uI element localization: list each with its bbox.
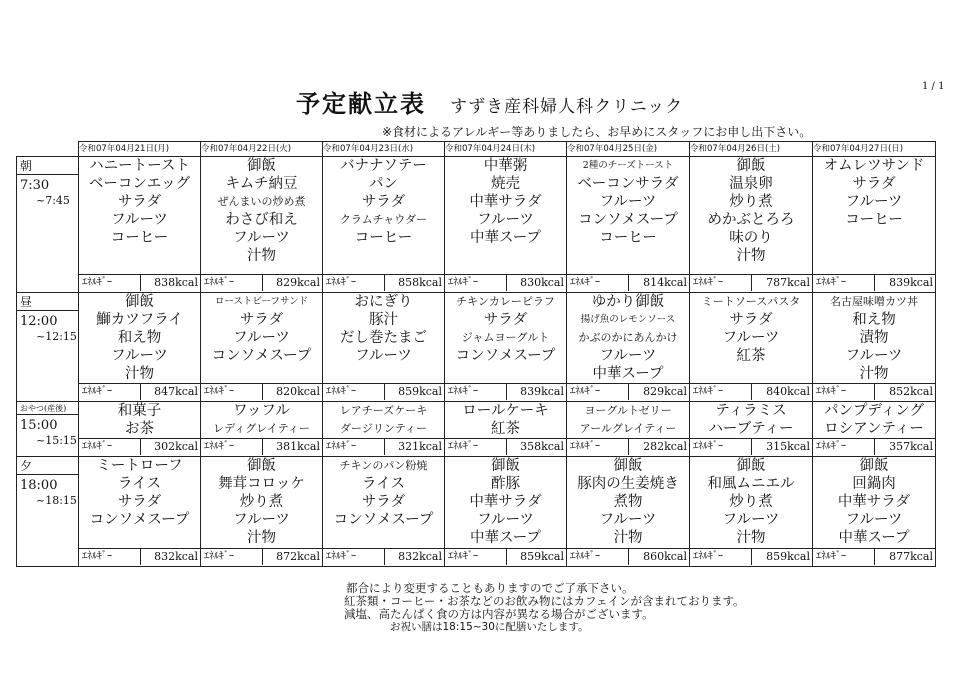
energy-cell xyxy=(445,439,567,457)
menu-cell xyxy=(567,457,690,549)
menu-item: 汁物 xyxy=(247,530,276,546)
menu-cell xyxy=(323,402,445,439)
menu-item: 味のり xyxy=(729,230,773,246)
meal-name: おやつ(産後) xyxy=(17,404,78,415)
energy-cell xyxy=(813,549,936,567)
energy-label: ｴﾈﾙｷﾞｰ xyxy=(201,384,263,400)
menu-cell xyxy=(567,293,690,384)
menu-item: フルーツ xyxy=(233,230,290,246)
menu-item: チキンカレーピラフ xyxy=(456,295,555,308)
footer-note: 紅茶類・コーヒー・お茶などのお飲み物にはカフェインが含まれております。 xyxy=(344,594,745,608)
menu-item: ハニートースト xyxy=(89,158,190,174)
menu-item: キムチ納豆 xyxy=(225,176,298,192)
meal-time: 15:00 xyxy=(20,418,58,433)
energy-cell xyxy=(201,549,323,567)
menu-item: フルーツ xyxy=(233,512,290,528)
energy-value: 832kcal xyxy=(154,550,198,563)
menu-item: フルーツ xyxy=(722,512,780,528)
energy-label: ｴﾈﾙｷﾞｰ xyxy=(445,275,507,291)
page-title: 予定献立表 xyxy=(296,90,426,118)
energy-value: 820kcal xyxy=(276,385,320,398)
menu-item: バナナソテー xyxy=(340,158,427,174)
energy-row xyxy=(17,384,936,402)
menu-item: フルーツ xyxy=(845,194,903,210)
menu-item: 中華スープ xyxy=(469,530,542,546)
energy-cell xyxy=(690,275,813,293)
energy-value: 847kcal xyxy=(154,385,198,398)
menu-item: フルーツ xyxy=(599,194,657,210)
energy-cell xyxy=(201,439,323,457)
menu-item: 中華サラダ xyxy=(469,494,542,510)
menu-item: コーヒー xyxy=(599,230,657,246)
menu-item: 2種のチーズトースト xyxy=(582,160,674,171)
menu-cell xyxy=(79,457,201,549)
menu-item: ワッフル xyxy=(233,403,290,419)
menu-item: クラムチャウダー xyxy=(339,213,428,226)
meal-row xyxy=(17,402,936,439)
energy-label: ｴﾈﾙｷﾞｰ xyxy=(690,384,752,400)
menu-item: 汁物 xyxy=(736,248,766,264)
menu-cell xyxy=(323,457,445,549)
menu-cell xyxy=(813,457,936,549)
meal-row xyxy=(17,157,936,275)
energy-row xyxy=(17,549,936,567)
date-header: 令和07年04月22日(火) xyxy=(201,142,323,157)
date-header: 令和07年04月27日(日) xyxy=(813,142,936,157)
menu-item: 御飯 xyxy=(491,458,520,474)
menu-item: 御飯 xyxy=(247,158,276,174)
energy-value: 830kcal xyxy=(520,276,564,289)
energy-label: ｴﾈﾙｷﾞｰ xyxy=(813,439,875,455)
menu-item: レアチーズケーキ xyxy=(339,404,428,417)
menu-cell xyxy=(690,293,813,384)
menu-item: ロシアンティー xyxy=(824,421,924,437)
energy-value: 357kcal xyxy=(889,440,933,453)
meal-slot xyxy=(17,157,79,293)
menu-item: 御飯 xyxy=(736,458,766,474)
energy-cell xyxy=(201,275,323,293)
menu-cell xyxy=(813,402,936,439)
menu-cell xyxy=(323,293,445,384)
menu-item: コーヒー xyxy=(110,230,169,246)
menu-cell xyxy=(813,293,936,384)
menu-item: 中華スープ xyxy=(838,530,910,546)
energy-value: 860kcal xyxy=(643,550,687,563)
menu-cell xyxy=(445,402,567,439)
menu-item: フルーツ xyxy=(233,330,290,346)
menu-item: 炒り煮 xyxy=(729,194,773,210)
menu-item: 漬物 xyxy=(859,330,889,346)
energy-cell xyxy=(690,384,813,402)
clinic-name: すずき産科婦人科クリニック xyxy=(450,97,684,117)
menu-item: 鰤カツフライ xyxy=(96,312,183,328)
menu-cell xyxy=(445,293,567,384)
energy-label: ｴﾈﾙｷﾞｰ xyxy=(323,549,385,565)
menu-item: 汁物 xyxy=(736,530,766,546)
menu-item: 紅茶 xyxy=(736,348,766,364)
meal-end-time: ~12:15 xyxy=(36,330,77,344)
energy-label: ｴﾈﾙｷﾞｰ xyxy=(813,549,875,565)
menu-item: 煮物 xyxy=(613,494,643,510)
menu-cell xyxy=(201,457,323,549)
menu-item: フルーツ xyxy=(722,330,780,346)
menu-cell xyxy=(445,157,567,275)
menu-item: 和え物 xyxy=(852,312,896,328)
menu-item: コンソメスープ xyxy=(89,512,190,528)
menu-item: コンソメスープ xyxy=(455,348,556,364)
menu-item: ミートソースパスタ xyxy=(701,295,801,308)
meal-name: 朝 xyxy=(17,159,78,175)
page-number: 1 / 1 xyxy=(922,81,945,92)
meal-time: 7:30 xyxy=(20,178,50,193)
menu-item: サラダ xyxy=(239,312,284,328)
energy-value: 315kcal xyxy=(766,440,810,453)
energy-row xyxy=(17,275,936,293)
energy-row xyxy=(17,439,936,457)
energy-label: ｴﾈﾙｷﾞｰ xyxy=(567,549,629,565)
menu-item: フルーツ xyxy=(845,348,903,364)
menu-item: ベーコンエッグ xyxy=(88,176,191,192)
energy-label: ｴﾈﾙｷﾞｰ xyxy=(79,549,141,565)
date-header: 令和07年04月25日(金) xyxy=(567,142,690,157)
meal-end-time: ~15:15 xyxy=(36,434,77,448)
menu-cell xyxy=(445,457,567,549)
energy-value: 840kcal xyxy=(766,385,810,398)
energy-label: ｴﾈﾙｷﾞｰ xyxy=(567,384,629,400)
energy-cell xyxy=(79,275,201,293)
menu-cell xyxy=(813,157,936,275)
menu-item: オムレツサンド xyxy=(823,158,925,174)
meal-time: 12:00 xyxy=(20,314,58,329)
menu-item: 炒り煮 xyxy=(239,494,284,510)
energy-cell xyxy=(813,439,936,457)
menu-item: 中華サラダ xyxy=(469,194,542,210)
energy-value: 358kcal xyxy=(520,440,564,453)
energy-value: 832kcal xyxy=(398,550,442,563)
energy-value: 872kcal xyxy=(276,550,320,563)
menu-item: ライス xyxy=(362,476,405,492)
date-header-row xyxy=(17,142,936,157)
menu-item: サラダ xyxy=(852,176,896,192)
menu-item: サラダ xyxy=(483,312,528,328)
menu-item: 汁物 xyxy=(125,366,154,382)
menu-item: サラダ xyxy=(729,312,773,328)
energy-cell xyxy=(79,549,201,567)
energy-value: 852kcal xyxy=(889,385,933,398)
energy-label: ｴﾈﾙｷﾞｰ xyxy=(323,384,385,400)
meal-end-time: ~18:15 xyxy=(36,494,77,508)
energy-label: ｴﾈﾙｷﾞｰ xyxy=(79,439,141,455)
energy-value: 877kcal xyxy=(889,550,933,563)
menu-item: ロールケーキ xyxy=(462,403,549,419)
energy-label: ｴﾈﾙｷﾞｰ xyxy=(323,439,385,455)
menu-item: 温泉卵 xyxy=(729,176,773,192)
menu-item: フルーツ xyxy=(845,512,903,528)
energy-cell xyxy=(813,384,936,402)
menu-item: 御飯 xyxy=(859,458,889,474)
menu-table xyxy=(16,141,936,567)
menu-item: ゆかり御飯 xyxy=(591,294,665,310)
energy-value: 787kcal xyxy=(766,276,810,289)
menu-cell xyxy=(201,157,323,275)
menu-item: 御飯 xyxy=(613,458,643,474)
menu-item: パンプディング xyxy=(823,403,925,419)
menu-body xyxy=(17,157,936,567)
energy-label: ｴﾈﾙｷﾞｰ xyxy=(567,439,629,455)
menu-item: コンソメスープ xyxy=(333,512,434,528)
menu-item: サラダ xyxy=(361,494,406,510)
energy-value: 839kcal xyxy=(889,276,933,289)
energy-cell xyxy=(201,384,323,402)
menu-item: チキンのパン粉焼 xyxy=(339,459,428,472)
menu-item: 酢豚 xyxy=(491,476,520,492)
energy-label: ｴﾈﾙｷﾞｰ xyxy=(79,275,141,291)
menu-item: サラダ xyxy=(361,194,406,210)
date-header: 令和07年04月26日(土) xyxy=(690,142,813,157)
meal-slot xyxy=(17,457,79,567)
energy-cell xyxy=(567,549,690,567)
energy-label: ｴﾈﾙｷﾞｰ xyxy=(567,275,629,291)
menu-item: 和菓子 xyxy=(117,403,162,419)
energy-cell xyxy=(323,275,445,293)
menu-item: 中華スープ xyxy=(469,230,542,246)
menu-item: フルーツ xyxy=(111,212,168,228)
menu-item: ライス xyxy=(118,476,161,492)
menu-item: ローストビーフサンド xyxy=(214,296,309,307)
menu-item: お茶 xyxy=(125,421,154,437)
menu-item: だし巻たまご xyxy=(340,330,427,346)
menu-item: 炒り煮 xyxy=(729,494,773,510)
menu-item: ジャムヨーグルト xyxy=(461,331,550,344)
energy-label: ｴﾈﾙｷﾞｰ xyxy=(690,549,752,565)
menu-item: フルーツ xyxy=(111,348,168,364)
energy-label: ｴﾈﾙｷﾞｰ xyxy=(813,275,875,291)
menu-item: 中華サラダ xyxy=(837,494,911,510)
energy-cell xyxy=(323,439,445,457)
meal-time: 18:00 xyxy=(20,478,58,493)
allergy-notice: ※食材によるアレルギー等ありましたら、お早めにスタッフにお申し出下さい。 xyxy=(382,125,812,139)
menu-item: めかぶとろろ xyxy=(707,212,795,228)
energy-label: ｴﾈﾙｷﾞｰ xyxy=(445,549,507,565)
menu-item: フルーツ xyxy=(355,348,412,364)
menu-cell xyxy=(690,157,813,275)
meal-row xyxy=(17,457,936,549)
energy-cell xyxy=(567,275,690,293)
energy-cell xyxy=(445,384,567,402)
footer-note: 都合により変更することもありますのでご了承下さい。 xyxy=(346,581,634,595)
menu-cell xyxy=(567,402,690,439)
menu-item: アールグレイティー xyxy=(579,422,677,435)
menu-item: 和え物 xyxy=(117,330,162,346)
menu-item: ベーコンサラダ xyxy=(577,176,679,192)
menu-item: フルーツ xyxy=(599,512,657,528)
energy-label: ｴﾈﾙｷﾞｰ xyxy=(445,384,507,400)
energy-cell xyxy=(567,384,690,402)
energy-label: ｴﾈﾙｷﾞｰ xyxy=(690,275,752,291)
meal-name: 夕 xyxy=(17,459,78,475)
footer-note: お祝い膳は18:15~30に配膳いたします。 xyxy=(390,621,589,633)
menu-item: サラダ xyxy=(117,494,162,510)
date-header: 令和07年04月24日(木) xyxy=(445,142,567,157)
energy-value: 859kcal xyxy=(520,550,564,563)
energy-value: 859kcal xyxy=(766,550,810,563)
menu-item: フルーツ xyxy=(599,348,657,364)
menu-item: ティラミス xyxy=(715,403,787,419)
menu-item: レディグレイティー xyxy=(213,422,310,435)
menu-item: 御飯 xyxy=(125,294,154,310)
menu-cell xyxy=(79,402,201,439)
menu-cell xyxy=(567,157,690,275)
date-header: 令和07年04月23日(水) xyxy=(323,142,445,157)
menu-cell xyxy=(79,293,201,384)
meal-row xyxy=(17,293,936,384)
menu-item: サラダ xyxy=(117,194,162,210)
menu-item: ヨーグルトゼリー xyxy=(584,404,672,417)
menu-item: ミートローフ xyxy=(96,458,183,474)
energy-label: ｴﾈﾙｷﾞｰ xyxy=(690,439,752,455)
date-header: 令和07年04月21日(月) xyxy=(79,142,201,157)
menu-item: 焼売 xyxy=(491,176,520,192)
energy-cell xyxy=(79,439,201,457)
energy-cell xyxy=(323,384,445,402)
menu-item: かぶのかにあんかけ xyxy=(578,331,678,344)
menu-cell xyxy=(201,293,323,384)
menu-item: コンソメスープ xyxy=(211,348,312,364)
menu-item: 御飯 xyxy=(736,158,766,174)
energy-label: ｴﾈﾙｷﾞｰ xyxy=(201,439,263,455)
menu-item: ダージリンティー xyxy=(340,422,427,435)
energy-value: 858kcal xyxy=(398,276,442,289)
energy-label: ｴﾈﾙｷﾞｰ xyxy=(79,384,141,400)
menu-item: 中華粥 xyxy=(483,158,528,174)
header-corner xyxy=(17,142,79,157)
energy-cell xyxy=(445,275,567,293)
menu-item: おにぎり xyxy=(354,294,413,310)
menu-item: コーヒー xyxy=(354,230,413,246)
energy-label: ｴﾈﾙｷﾞｰ xyxy=(813,384,875,400)
meal-slot xyxy=(17,293,79,402)
menu-item: 汁物 xyxy=(247,248,276,264)
energy-cell xyxy=(690,439,813,457)
menu-item: フルーツ xyxy=(477,512,534,528)
energy-value: 829kcal xyxy=(276,276,320,289)
footer-note: 減塩、高たんぱく食の方は内容が異なる場合がございます。 xyxy=(344,607,654,621)
energy-cell xyxy=(813,275,936,293)
title-row xyxy=(296,84,684,118)
menu-item: 汁物 xyxy=(859,366,889,382)
menu-cell xyxy=(79,157,201,275)
menu-item: 和風ムニエル xyxy=(707,476,795,492)
energy-label: ｴﾈﾙｷﾞｰ xyxy=(445,439,507,455)
menu-item: 中華スープ xyxy=(592,366,664,382)
energy-label: ｴﾈﾙｷﾞｰ xyxy=(201,549,263,565)
energy-value: 838kcal xyxy=(154,276,198,289)
energy-value: 814kcal xyxy=(643,276,687,289)
energy-value: 859kcal xyxy=(398,385,442,398)
energy-label: ｴﾈﾙｷﾞｰ xyxy=(201,275,263,291)
energy-value: 381kcal xyxy=(276,440,320,453)
menu-item: コーヒー xyxy=(845,212,903,228)
energy-label: ｴﾈﾙｷﾞｰ xyxy=(323,275,385,291)
energy-value: 321kcal xyxy=(398,440,442,453)
menu-item: 名古屋味噌カツ丼 xyxy=(830,295,918,308)
menu-item: 豚汁 xyxy=(369,312,398,328)
menu-cell xyxy=(201,402,323,439)
energy-cell xyxy=(79,384,201,402)
menu-item: コンソメスープ xyxy=(578,212,678,228)
menu-item: 汁物 xyxy=(613,530,643,546)
menu-cell xyxy=(690,402,813,439)
footer-notes xyxy=(346,582,745,634)
energy-value: 302kcal xyxy=(154,440,198,453)
menu-item: 回鍋肉 xyxy=(852,476,896,492)
menu-cell xyxy=(323,157,445,275)
menu-item: 揚げ魚のレモンソース xyxy=(580,314,676,325)
energy-cell xyxy=(567,439,690,457)
menu-item: 紅茶 xyxy=(491,421,520,437)
meal-name: 昼 xyxy=(17,295,78,311)
menu-cell xyxy=(690,457,813,549)
meal-end-time: ~7:45 xyxy=(36,194,70,208)
menu-item: わさび和え xyxy=(225,212,298,228)
menu-item: ぜんまいの炒め煮 xyxy=(217,195,306,208)
energy-cell xyxy=(445,549,567,567)
meal-slot xyxy=(17,402,79,457)
energy-value: 829kcal xyxy=(643,385,687,398)
menu-item: パン xyxy=(369,176,398,192)
menu-item: ハーブティー xyxy=(708,421,794,437)
menu-item: フルーツ xyxy=(477,212,534,228)
energy-value: 282kcal xyxy=(643,440,687,453)
menu-item: 御飯 xyxy=(247,458,276,474)
energy-cell xyxy=(690,549,813,567)
energy-value: 839kcal xyxy=(520,385,564,398)
menu-item: 豚肉の生姜焼き xyxy=(577,476,679,492)
energy-cell xyxy=(323,549,445,567)
menu-item: 舞茸コロッケ xyxy=(218,476,305,492)
